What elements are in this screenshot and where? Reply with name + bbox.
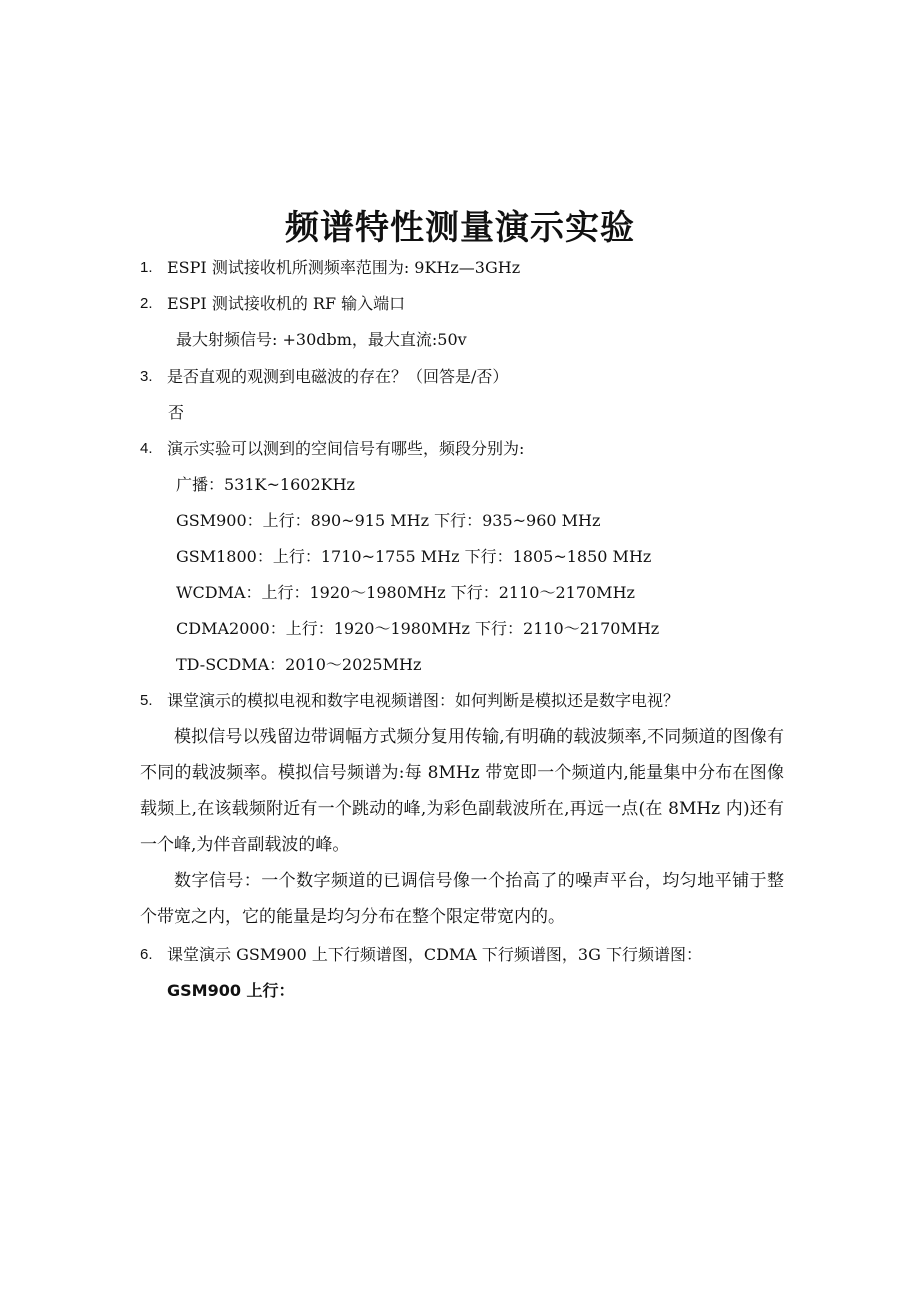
page-title: 频谱特性测量演示实验 [285, 208, 635, 248]
item-number-6: 6. [140, 946, 153, 963]
digital-signal-paragraph: 数字信号：一个数字频道的已调信号像一个抬高了的噪声平台，均匀地平铺于整个带宽之内，它的能量是均匀分布在整个限定带宽内的。 [140, 871, 784, 927]
analog-signal-paragraph: 模拟信号以残留边带调幅方式频分复用传输,有明确的载波频率,不同频道的图像有不同的载波频率。模拟信号频谱为:每 8MHz 带宽即一个频道内,能量集中分布在图像载频上,在该载频附近有一个跳动的峰,为彩色副载波所在,再远一点(在 8MHz 内)还有一个峰,为伴音副载波的峰。 [140, 727, 784, 855]
band-broadcast: 广播：531K~1602KHz [176, 475, 355, 494]
item-number-3: 3. [140, 368, 153, 385]
band-wcdma: WCDMA：上行：1920～1980MHz 下行：2110～2170MHz [176, 583, 635, 602]
band-td-scdma: TD-SCDMA：2010～2025MHz [176, 655, 422, 674]
item-text-4: 演示实验可以测到的空间信号有哪些，频段分别为: [167, 439, 525, 458]
item-2-answer: 最大射频信号: +30dbm，最大直流:50v [176, 330, 467, 349]
band-cdma2000: CDMA2000：上行：1920～1980MHz 下行：2110～2170MHz [176, 619, 660, 638]
item-number-1: 1. [140, 259, 153, 276]
band-gsm1800: GSM1800：上行：1710~1755 MHz 下行：1805~1850 MHz [176, 547, 652, 566]
item-text-5: 课堂演示的模拟电视和数字电视频谱图：如何判断是模拟还是数字电视？ [167, 691, 680, 710]
item-text-1: ESPI 测试接收机所测频率范围为: 9KHz—3GHz [167, 258, 521, 277]
item-number-5: 5. [140, 692, 153, 709]
item-text-2: ESPI 测试接收机的 RF 输入端口 [167, 294, 406, 313]
item-number-4: 4. [140, 440, 153, 457]
item-text-3: 是否直观的观测到电磁波的存在？（回答是/否） [167, 367, 509, 386]
item-text-6: 课堂演示 GSM900 上下行频谱图，CDMA 下行频谱图，3G 下行频谱图： [167, 945, 702, 964]
item-number-2: 2. [140, 295, 153, 312]
band-gsm900: GSM900：上行：890~915 MHz 下行：935~960 MHz [176, 511, 601, 530]
gsm900-uplink-heading: GSM900 上行： [167, 981, 295, 1000]
item-3-answer: 否 [168, 403, 185, 422]
